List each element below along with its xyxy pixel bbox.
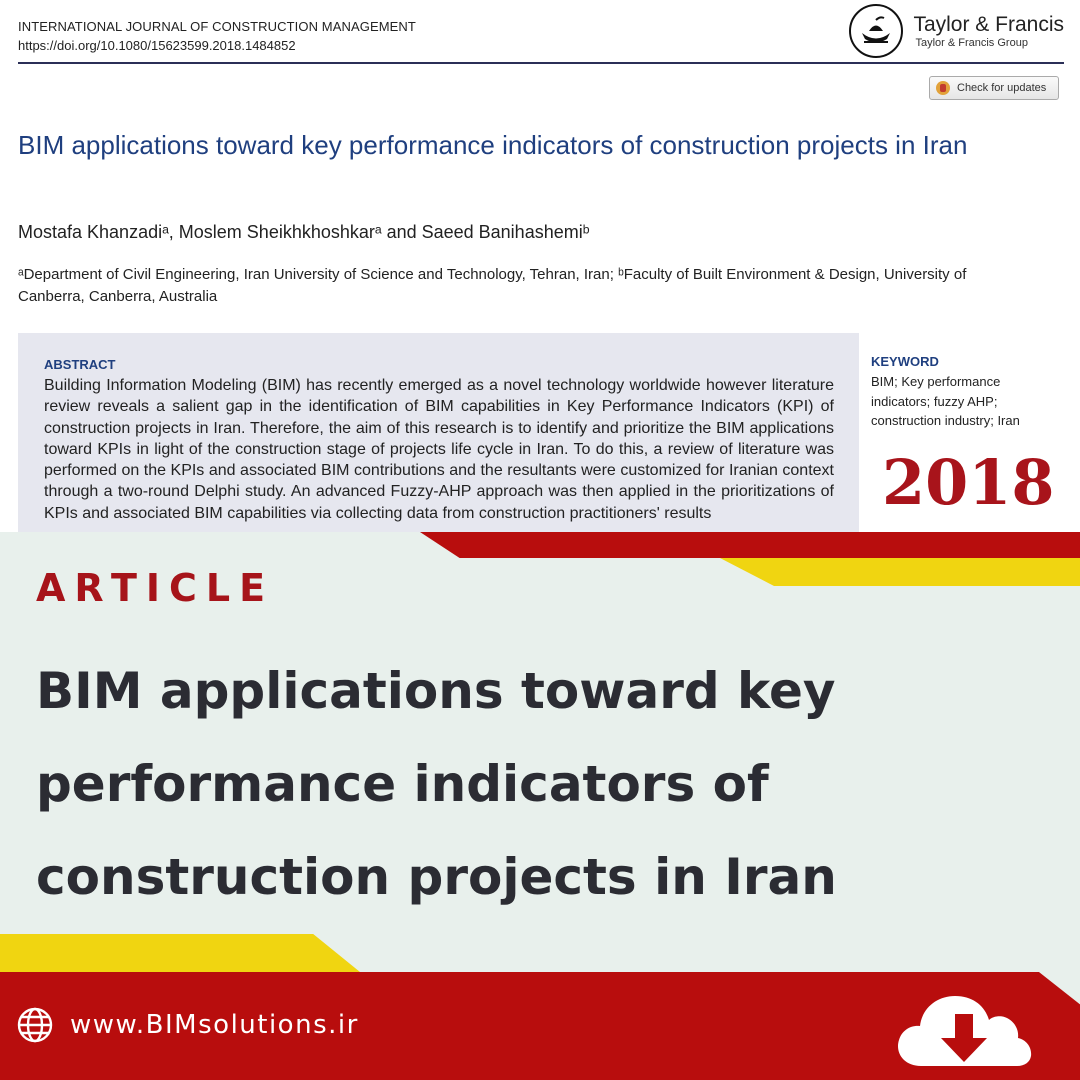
keyword-heading: KEYWORD	[871, 354, 939, 369]
publisher-name: Taylor & Francis	[913, 13, 1064, 36]
cloud-download-icon[interactable]	[893, 986, 1033, 1070]
journal-name: INTERNATIONAL JOURNAL OF CONSTRUCTION MANAGEMENT	[18, 19, 416, 34]
taylor-francis-logo-icon	[849, 4, 903, 58]
check-for-updates-label: Check for updates	[957, 82, 1047, 94]
globe-icon	[16, 1006, 54, 1044]
paper-authors: Mostafa Khanzadiᵃ, Moslem Sheikhkhoshkarᵃ and Saeed Banihashemiᵇ	[18, 222, 590, 242]
crossmark-icon	[936, 81, 950, 95]
paper-affiliations: ᵃDepartment of Civil Engineering, Iran University of Science and Technology, Tehran, Iran; ᵇFaculty of Built Environment & Design, University of Canberra, Canberra, Australia	[18, 266, 967, 305]
abstract-text: Building Information Modeling (BIM) has recently emerged as a novel technology worldwide however literature review reveals a salient gap in the identification of BIM capabilities in Key Performance Indicators (KPI) of construction projects in Iran. Therefore, the aim of this research is to identify and prioritize the BIM applications toward KPIs in light of the construction stage of projects life cycle in Iran. To do this, a review of literature was performed on the KPIs and associated BIM contributions and the resultants were customized for Iranian context through a two-round Delphi study. An advanced Fuzzy-AHP approach was then applied in the prioritizations of KPIs and associated BIM capabilities via collecting data from construction practitioners' results	[44, 377, 834, 522]
yellow-accent-stripe	[720, 558, 1080, 586]
red-accent-stripe	[420, 532, 1080, 558]
publisher-branding	[849, 4, 1064, 58]
abstract-heading: ABSTRACT	[44, 357, 116, 372]
publisher-group: Taylor & Francis Group	[915, 37, 1028, 49]
yellow-bottom-stripe	[0, 934, 360, 972]
year-badge: 2018	[882, 446, 1055, 519]
keyword-list: BIM; Key performance indicators; fuzzy AHP; construction industry; Iran	[871, 374, 1020, 428]
header-rule	[18, 62, 1064, 64]
doi-link[interactable]: https://doi.org/10.1080/15623599.2018.1484852	[18, 38, 296, 53]
paper-title: BIM applications toward key performance indicators of construction projects in Iran	[18, 130, 968, 160]
check-for-updates-button[interactable]	[929, 76, 1059, 100]
website-link[interactable]: www.BIMsolutions.ir	[70, 1010, 359, 1040]
promo-title: BIM applications toward key performance indicators of construction projects in Iran	[36, 662, 837, 906]
article-label: ARTICLE	[36, 566, 275, 610]
